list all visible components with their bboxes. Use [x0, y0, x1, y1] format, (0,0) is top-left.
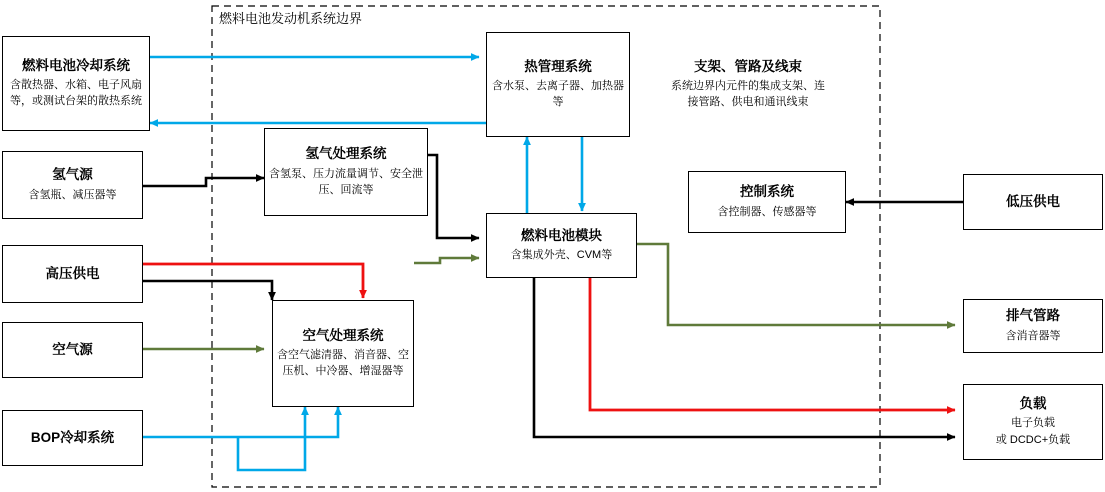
node-hv-supply[interactable]	[2, 245, 143, 303]
node-hydrogen-processing-desc: 含氢泵、压力流量调节、安全泄压、回流等	[269, 167, 423, 196]
node-bop-cooling[interactable]	[2, 410, 143, 466]
edge-stack-to-load-red	[590, 278, 955, 410]
node-hydrogen-processing-title: 氢气处理系统	[305, 146, 387, 162]
node-cooling-system-title: 燃料电池冷却系统	[22, 57, 130, 73]
node-control-system-title: 控制系统	[740, 184, 794, 200]
node-air-source-title: 空气源	[52, 341, 93, 357]
edge-air-processing-to-stack	[414, 258, 479, 263]
system-boundary-label: 燃料电池发动机系统边界	[216, 8, 365, 27]
edge-stack-to-load-black	[534, 278, 955, 437]
node-bop-cooling-title: BOP冷却系统	[30, 429, 115, 445]
node-support-harness-desc: 系统边界内元件的集成支架、连接管路、供电和通讯线束	[671, 80, 825, 109]
node-cooling-system-desc: 含散热器、水箱、电子风扇等，或测试台架的散热系统	[10, 79, 142, 108]
node-hydrogen-source[interactable]	[2, 151, 143, 219]
node-hv-supply-title: 高压供电	[45, 265, 100, 281]
node-exhaust-title: 排气管路	[1006, 308, 1060, 324]
node-cooling-system[interactable]	[2, 36, 150, 131]
node-thermal-management-title: 热管理系统	[524, 58, 592, 74]
edge-stack-to-exhaust	[637, 244, 955, 325]
node-lv-supply[interactable]	[963, 174, 1103, 230]
node-load-title: 负载	[1019, 395, 1047, 411]
node-stack-module-title: 燃料电池模块	[521, 227, 602, 243]
node-stack-module[interactable]	[486, 213, 637, 278]
node-hydrogen-processing[interactable]	[264, 128, 428, 216]
node-stack-module-desc: 含集成外壳、CVM等	[510, 249, 613, 262]
node-load[interactable]	[963, 384, 1103, 460]
node-hydrogen-source-title: 氢气源	[52, 167, 93, 183]
node-air-source[interactable]	[2, 322, 143, 378]
node-control-system-desc: 含控制器、传感器等	[717, 205, 817, 218]
node-air-processing[interactable]	[272, 300, 414, 407]
node-exhaust-desc: 含消音器等	[1005, 329, 1061, 342]
node-exhaust[interactable]	[963, 299, 1103, 353]
edge-hydrogen-source-to-processing	[143, 178, 264, 186]
edge-bop-to-air-processing	[143, 407, 338, 437]
node-air-processing-desc: 含空气滤清器、消音器、空压机、中冷器、增湿器等	[277, 349, 409, 378]
edge-bop-branch	[238, 407, 305, 470]
edge-hv-black-to-air-processing	[143, 281, 272, 300]
node-load-desc-line1: 电子负载	[1011, 417, 1055, 430]
node-support-harness-title: 支架、管路及线束	[694, 58, 802, 74]
node-lv-supply-title: 低压供电	[1006, 193, 1060, 209]
node-hydrogen-source-desc: 含氢瓶、减压器等	[28, 188, 117, 201]
node-load-desc-line2: 或 DCDC+负载	[995, 434, 1071, 447]
node-thermal-management-desc: 含水泵、去离子器、加热器等	[492, 80, 624, 109]
node-air-processing-title: 空气处理系统	[302, 327, 384, 343]
edge-hydrogen-processing-to-stack	[428, 155, 479, 238]
node-support-harness	[664, 32, 832, 137]
node-control-system[interactable]	[688, 171, 846, 233]
edge-hv-to-air-processing	[143, 264, 363, 298]
node-thermal-management[interactable]	[486, 32, 630, 137]
